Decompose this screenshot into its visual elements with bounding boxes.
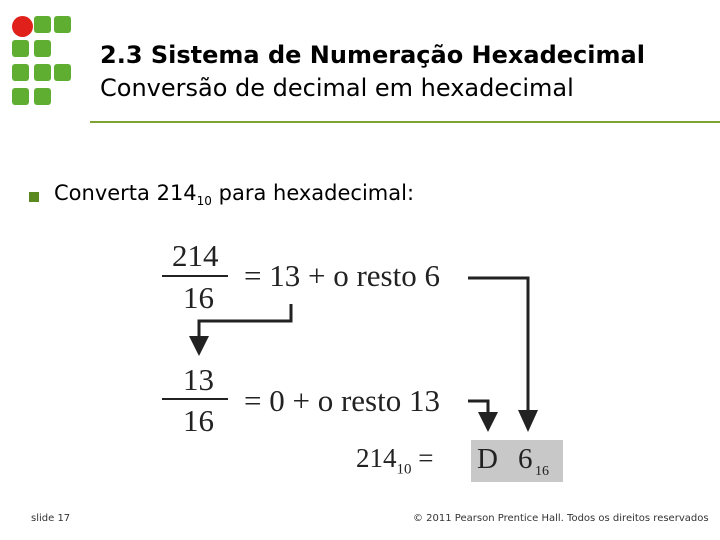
arrow-quotient-13 xyxy=(189,304,291,356)
final-decimal-subscript: 10 xyxy=(396,461,412,478)
bullet-text-main: Converta 214 xyxy=(54,181,197,205)
arrow-remainder-13 xyxy=(468,401,498,432)
slide-number: slide 17 xyxy=(31,513,71,524)
step2-numerator: 13 xyxy=(183,362,214,397)
hex-subscript: 16 xyxy=(535,464,549,479)
final-equals: = xyxy=(418,443,434,473)
step2-denominator: 16 xyxy=(183,403,214,438)
copyright-notice: © 2011 Pearson Prentice Hall. Todos os direitos reservados xyxy=(413,513,709,524)
arrow-remainder-6 xyxy=(468,278,538,432)
final-decimal-number: 214 xyxy=(356,443,397,473)
slide-subtitle: Conversão de decimal em hexadecimal xyxy=(100,74,574,102)
bullet-text-rest: para hexadecimal: xyxy=(211,181,415,205)
step1-numerator: 214 xyxy=(172,238,219,273)
bullet-text-subscript: 10 xyxy=(196,194,212,209)
step1-denominator: 16 xyxy=(183,280,214,315)
slide-title: 2.3 Sistema de Numeração Hexadecimal xyxy=(100,41,645,69)
step2-result: = 0 + o resto 13 xyxy=(244,383,440,418)
hex-digit-6: 6 xyxy=(518,443,533,475)
step1-result: = 13 + o resto 6 xyxy=(244,258,440,293)
hex-digit-d: D xyxy=(477,443,498,475)
